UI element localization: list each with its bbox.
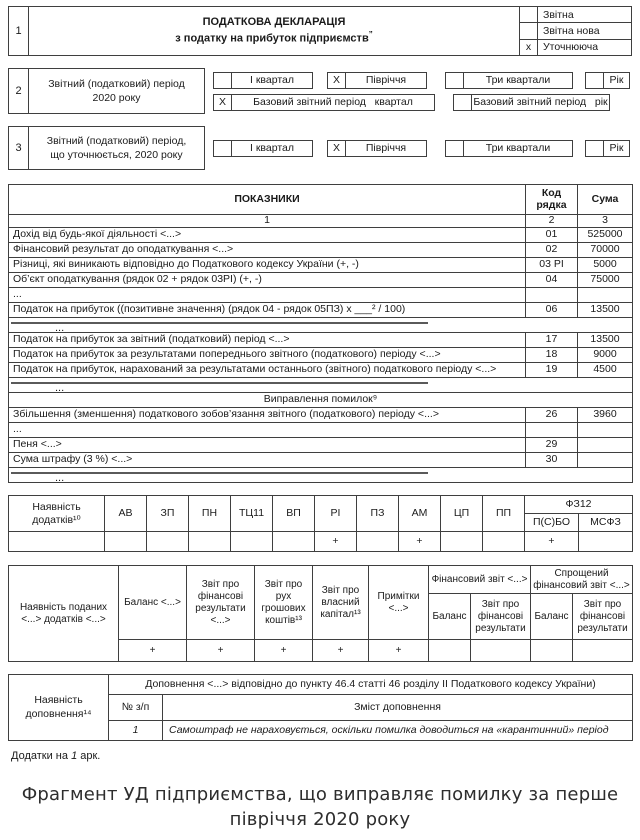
table-row (9, 348, 633, 363)
section-declaration-header (8, 6, 632, 56)
fz-group-header: ФЗ12 (525, 496, 633, 514)
row-code: 01 (526, 228, 578, 243)
table-row (9, 228, 633, 243)
appendix-mark-cell[interactable] (273, 532, 315, 552)
row-label: Податок на прибуток, нарахований за результатами останнього (звітного) податкового періоду <...> (9, 363, 526, 378)
row-code: 02 (526, 243, 578, 258)
appendix-mark-cell[interactable]: + (315, 532, 357, 552)
period-label: Звітний (податковий) період 2020 року (48, 77, 185, 104)
submitted-column-header: Баланс <...> (119, 566, 187, 640)
table-row (9, 468, 633, 483)
row-code: 29 (526, 438, 578, 453)
row-label: Податок на прибуток ((позитивне значення) (рядок 04 - рядок 05ПЗ) х ___² / 100) (9, 303, 526, 318)
period-option[interactable] (453, 94, 610, 111)
header-sum: Сума (578, 185, 633, 215)
period-checkbox[interactable]: X (328, 73, 346, 88)
row-sum: 4500 (578, 363, 633, 378)
table-row (9, 393, 633, 408)
supplement-col-num: № з/п (109, 695, 163, 721)
period-checkbox[interactable] (446, 141, 464, 156)
submitted-column-header: Звіт про фінансові результати <...> (187, 566, 255, 640)
table-row (9, 438, 633, 453)
table-row (9, 243, 633, 258)
appendix-column-header: ТЦ11 (231, 496, 273, 532)
row-label: Об’єкт оподаткування (рядок 02 + рядок 03РІ) (+, -) (9, 273, 526, 288)
row-code: 30 (526, 453, 578, 468)
period-checkbox[interactable]: X (328, 141, 346, 156)
period-option-label: Рік (609, 142, 624, 154)
appendix-mark-cell[interactable] (357, 532, 399, 552)
declaration-type-row[interactable] (520, 22, 631, 38)
supplement-row-text: Самоштраф не нараховується, оскільки помилка доводиться на «карантинний» період (163, 721, 633, 741)
base-period-options-row (213, 94, 632, 111)
row-sum: 13500 (578, 303, 633, 318)
appendix-column-header: АВ (105, 496, 147, 532)
attachments-count: 1 (71, 750, 78, 762)
report-sub-header: Баланс (429, 594, 471, 640)
attachments-note: Додатки на 1 арк. (11, 750, 101, 762)
row-sum: 70000 (578, 243, 633, 258)
table-row (9, 303, 633, 318)
period-checkbox[interactable]: X (214, 95, 232, 110)
row-sum: 3960 (578, 408, 633, 423)
group-mark-cell[interactable] (531, 640, 573, 662)
supplement-row-num: 1 (109, 721, 163, 741)
period-option-label: І квартал (250, 142, 294, 154)
appendix-column-header: ПЗ (357, 496, 399, 532)
group-mark-cell[interactable] (471, 640, 531, 662)
declaration-type-row[interactable] (520, 7, 631, 22)
table-cut-row (9, 318, 633, 333)
table-row (9, 273, 633, 288)
period-option[interactable] (327, 72, 427, 89)
section-corrected-period (8, 126, 632, 170)
supplement-header: Доповнення <...> відповідно до пункту 46.4 статті 46 розділу ІІ Податкового кодексу України) (109, 675, 633, 695)
appendix-marks-row (9, 532, 633, 552)
report-sub-header: Баланс (531, 594, 573, 640)
period-option[interactable] (585, 140, 630, 157)
fz-sub-header: МСФЗ (579, 514, 633, 532)
section-header: Виправлення помилок⁹ (9, 393, 633, 408)
row-label: Дохід від будь-якої діяльності <...> (9, 228, 526, 243)
submitted-mark-cell[interactable]: + (187, 640, 255, 662)
table-row (9, 423, 633, 438)
table-row (9, 453, 633, 468)
row-sum: 5000 (578, 258, 633, 273)
fz-mark-cell[interactable] (579, 532, 633, 552)
title-line1: ПОДАТКОВА ДЕКЛАРАЦІЯ (202, 16, 346, 29)
ellipsis: ... (55, 322, 65, 334)
period-checkbox[interactable] (214, 73, 232, 88)
declaration-type-label: Звітна (543, 8, 574, 21)
submitted-table-label: Наявність поданих <...> додатків <...> (9, 566, 119, 662)
row-sum: 75000 (578, 273, 633, 288)
table-header-row (9, 185, 633, 215)
appendix-mark-cell[interactable] (105, 532, 147, 552)
appendix-header-row (9, 496, 633, 514)
row-label: Пеня <...> (9, 438, 526, 453)
table-row (9, 333, 633, 348)
appendix-column-header: АМ (399, 496, 441, 532)
col-number: 2 (526, 215, 578, 228)
row-code: 19 (526, 363, 578, 378)
ellipsis: ... (55, 382, 65, 394)
table-row (9, 258, 633, 273)
table-cut-row (9, 378, 633, 393)
report-sub-header: Звіт про фінансові результати (471, 594, 531, 640)
title-footnote-mark: ” (368, 30, 373, 40)
table-row (9, 363, 633, 378)
supplement-col-content: Зміст доповнення (163, 695, 633, 721)
report-sub-header: Звіт про фінансові результати (573, 594, 633, 640)
appendix-mark-cell[interactable] (483, 532, 525, 552)
period-option[interactable] (327, 140, 427, 157)
period-checkbox[interactable] (586, 73, 604, 88)
declaration-title (29, 7, 519, 55)
title-line2: з податку на прибуток підприємств” (175, 30, 373, 45)
col-number: 3 (578, 215, 633, 228)
table-row (9, 408, 633, 423)
row-label: Різниці, які виникають відповідно до Податкового кодексу України (+, -) (9, 258, 526, 273)
header-row-code: Код рядка (526, 185, 578, 215)
submitted-mark-cell[interactable]: + (255, 640, 313, 662)
row-label: Податок на прибуток за звітний (податковий) період <...> (9, 333, 526, 348)
row-label: ... (9, 423, 526, 438)
period-label: Звітний (податковий) період, що уточнюється, 2020 року (46, 134, 187, 161)
row-label: ... (9, 288, 526, 303)
supplement-table (8, 674, 633, 741)
fz-sub-header: П(С)БО (525, 514, 579, 532)
submitted-mark-cell[interactable]: + (369, 640, 429, 662)
period-option[interactable] (213, 140, 313, 157)
period-option-label: Півріччя (365, 74, 407, 86)
appendix-table-label: Наявність додатків¹⁰ (9, 496, 105, 532)
appendix-mark-cell[interactable] (441, 532, 483, 552)
table-row (9, 318, 633, 333)
row-label: Сума штрафу (3 %) <...> (9, 453, 526, 468)
row-sum (578, 438, 633, 453)
section-number: 3 (9, 127, 29, 169)
row-sum: 525000 (578, 228, 633, 243)
row-sum (578, 288, 633, 303)
col-number: 1 (9, 215, 526, 228)
period-option-label: Базовий звітний період квартал (253, 96, 413, 108)
period-option-label: Рік (609, 74, 624, 86)
row-sum: 9000 (578, 348, 633, 363)
submitted-mark-cell[interactable]: + (313, 640, 369, 662)
row-sum (578, 453, 633, 468)
appendix-marks-empty-cell (9, 532, 105, 552)
figure-caption: Фрагмент УД підприємства, що виправляє помилку за перше півріччя 2020 року (21, 784, 619, 831)
appendix-mark-cell[interactable] (231, 532, 273, 552)
submitted-column-header: Звіт про рух грошових коштів¹³ (255, 566, 313, 640)
period-options-row (213, 72, 632, 89)
row-sum: 13500 (578, 333, 633, 348)
indicators-table (8, 184, 633, 483)
appendix-mark-cell[interactable] (189, 532, 231, 552)
submitted-group-row (9, 566, 633, 594)
declaration-type-selector (519, 7, 631, 55)
appendix-mark-cell[interactable] (147, 532, 189, 552)
declaration-type-label: Звітна нова (543, 24, 600, 37)
row-label: Фінансовий результат до оподаткування <...> (9, 243, 526, 258)
period-option-label: Три квартали (485, 142, 551, 154)
period-option[interactable] (445, 72, 573, 89)
period-option[interactable] (585, 72, 630, 89)
section-number: 1 (9, 7, 29, 55)
row-sum (578, 423, 633, 438)
period-option[interactable] (213, 94, 435, 111)
table-row (9, 288, 633, 303)
appendix-mark-cell[interactable]: + (399, 532, 441, 552)
section-number: 2 (9, 69, 29, 113)
submitted-mark-cell[interactable]: + (119, 640, 187, 662)
row-code: 03 РІ (526, 258, 578, 273)
period-checkbox[interactable] (454, 95, 472, 110)
ellipsis: ... (55, 472, 65, 484)
submitted-column-header: Звіт про власний капітал¹³ (313, 566, 369, 640)
supplement-label: Наявність доповнення¹⁴ (9, 675, 109, 741)
section-reporting-period (8, 68, 632, 114)
period-option-label: Півріччя (365, 142, 407, 154)
column-number-row (9, 215, 633, 228)
row-code (526, 423, 578, 438)
row-code: 04 (526, 273, 578, 288)
table-cut-row (9, 468, 633, 483)
header-indicators: ПОКАЗНИКИ (9, 185, 526, 215)
report-group-header: Фінансовий звіт <...> (429, 566, 531, 594)
appendix-column-header: РІ (315, 496, 357, 532)
declaration-type-label: Уточнююча (543, 41, 599, 54)
period-option[interactable] (213, 72, 313, 89)
row-label: Збільшення (зменшення) податкового зобов’язання звітного (податкового) періоду <...> (9, 408, 526, 423)
appendix-column-header: ВП (273, 496, 315, 532)
group-mark-cell[interactable] (429, 640, 471, 662)
period-option-label: Базовий звітний період рік (473, 96, 608, 108)
row-code: 18 (526, 348, 578, 363)
period-option-label: Три квартали (485, 74, 551, 86)
row-code (526, 288, 578, 303)
row-code: 06 (526, 303, 578, 318)
declaration-type-row[interactable] (520, 39, 631, 55)
row-label: Податок на прибуток за результатами попереднього звітного (податкового) періоду <...> (9, 348, 526, 363)
period-checkbox[interactable] (586, 141, 604, 156)
period-checkbox[interactable] (214, 141, 232, 156)
declaration-type-checkbox[interactable] (520, 23, 538, 38)
fz-mark-cell[interactable]: + (525, 532, 579, 552)
period-option[interactable] (445, 140, 573, 157)
period-checkbox[interactable] (446, 73, 464, 88)
period-options-row (213, 140, 632, 157)
submitted-reports-table (8, 565, 633, 662)
appendix-column-header: ЗП (147, 496, 189, 532)
row-code: 17 (526, 333, 578, 348)
submitted-column-header: Примітки <...> (369, 566, 429, 640)
row-code: 26 (526, 408, 578, 423)
declaration-type-checkbox[interactable] (520, 7, 538, 22)
period-option-label: І квартал (250, 74, 294, 86)
appendix-column-header: ПН (189, 496, 231, 532)
appendix-column-header: ЦП (441, 496, 483, 532)
report-group-header: Спрощений фінансовий звіт <...> (531, 566, 633, 594)
group-mark-cell[interactable] (573, 640, 633, 662)
table-row (9, 378, 633, 393)
appendix-column-header: ПП (483, 496, 525, 532)
declaration-type-checkbox[interactable]: х (520, 40, 538, 55)
appendix-presence-table (8, 495, 633, 552)
